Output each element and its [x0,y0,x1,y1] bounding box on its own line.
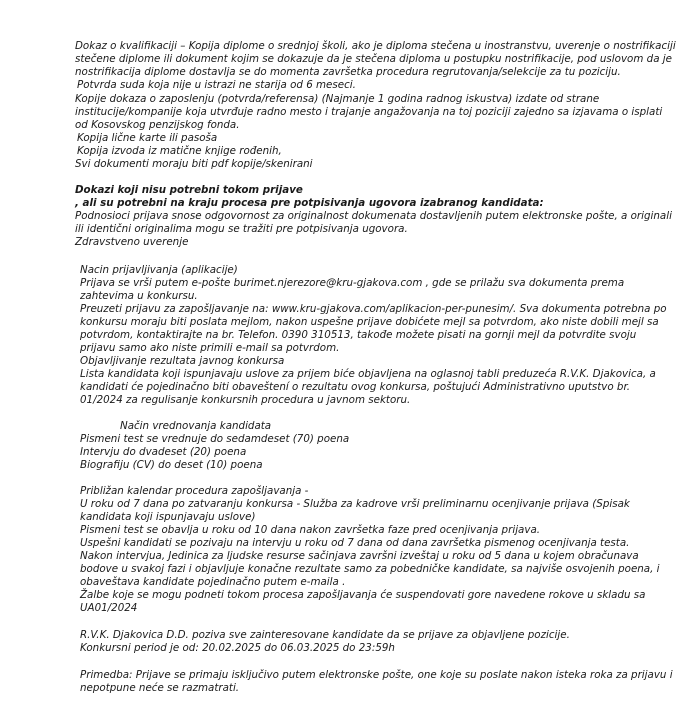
text-line: Dokazi koji nisu potrebni tokom prijave [75,184,303,196]
text-line: zahtevima u konkursu. [80,290,198,302]
text-line: prijavu samo ako niste primili e-mail sa potvrdom. [80,342,340,354]
text-line: Kopije dokaza o zaposlenju (potvrda/referensa) (Najmanje 1 godina radnog iskustva) izdate od strane [75,93,600,105]
text-line: potvrdom, kontaktirajte na br. Telefon. 0390 310513, takođe možete pisati na gornji mejl da potvrdite svoju [80,329,637,341]
text-line: Nakon intervjua, Jedinica za ljudske resurse sačinjava završni izveštaj u roku od 5 dana u kojem obračunava [80,550,639,562]
text-line: Uspešni kandidati se pozivaju na intervju u roku od 7 dana od dana završetka pismenog ocenjivanja testa. [80,537,630,549]
text-line: U roku od 7 dana po zatvaranju konkursa - Služba za kadrove vrši preliminarnu ocenjivanje prijava (Spisak [80,498,630,510]
text-line: Konkursni period je od: 20.02.2025 do 06.03.2025 do 23:59h [80,642,395,654]
text-line: konkursu moraju biti poslata mejlom, nakon uspešne prijave dobićete mejl sa potvrdom, ako niste dobili mejl sa [80,316,659,328]
text-line: Pismeni test se obavlja u roku od 10 dana nakon završetka faze pred ocenjivanja prijava. [80,524,541,536]
text-line: Podnosioci prijava snose odgovornost za originalnost dokumenata dostavljenih putem elektronske pošte, a originali [75,210,672,222]
text-line: Žalbe koje se mogu podneti tokom procesa zapošljavanja će suspendovati gore navedene rokove u skladu sa [80,589,646,601]
text-line: 01/2024 za regulisanje konkursnih procedura u javnom sektoru. [80,394,411,406]
text-line: Biografiju (CV) do deset (10) poena [80,459,263,471]
text-line: Intervju do dvadeset (20) poena [80,446,247,458]
text-line: kandidati će pojedinačno biti obaveštení o rezultatu ovog konkursa, poštujući Administrativno uputstvo br. [80,381,631,393]
text-line: Potvrda suda koja nije u istrazi ne starija od 6 meseci. [77,79,356,91]
text-line: Način vrednovanja kandidata [120,420,272,432]
text-line: Pismeni test se vrednuje do sedamdeset (70) poena [80,433,350,445]
text-line: Primedba: Prijave se primaju isključivo putem elektronske pošte, one koje su poslate nakon isteka roka za prijavu i [80,669,673,681]
text-line: UA01/2024 [80,602,138,614]
text-line: bodove u svakoj fazi i objavljuje konačne rezultate samo za pobedničke kandidate, sa najviše osvojenih poena, i [80,563,660,575]
text-line: Kopija izvoda iz matične knjige rođenih, [77,145,282,157]
text-line: nepotpune neće se razmatrati. [80,682,240,694]
text-line: Zdravstveno uverenje [75,236,189,248]
text-line: R.V.K. Djakovica D.D. poziva sve zainteresovane kandidate da se prijave za objavljene pozicije. [80,629,570,641]
text-line: Preuzeti prijavu za zapošljavanje na: www.kru-gjakova.com/aplikacion-per-punesim/. Sva dokumenta potrebna po [80,303,667,315]
text-line: kandidata koji ispunjavaju uslove) [80,511,256,523]
text-line: Objavljivanje rezultata javnog konkursa [80,355,285,367]
text-line: Kopija lične karte ili pasoša [77,132,218,144]
text-line: Približan kalendar procedura zapošljavanja - [80,485,309,497]
text-line: nostrifikacija diplome dostavlja se do momenta završetka procedura regrutovanja/selekcije za tu poziciju. [75,66,621,78]
text-line: ili identični originalima mogu se tražiti pre potpisivanja ugovora. [75,223,408,235]
text-line: , ali su potrebni na kraju procesa pre potpisivanja ugovora izabranog kandidata: [75,197,544,209]
text-line: Svi dokumenti moraju biti pdf kopije/skenirani [75,158,313,170]
text-line: institucije/kompanije koja utvrđuje radno mesto i trajanje angažovanja na toj poziciji zajedno sa izjavama o isplati [75,106,663,118]
text-line: Prijava se vrši putem e-pošte burimet.njerezore@kru-gjakova.com , gde se prilažu sva dokumenta prema [80,277,625,289]
text-line: Nacin prijavljivanja (aplikacije) [80,264,238,276]
text-line: Lista kandidata koji ispunjavaju uslove za prijem biće objavljena na oglasnoj tabli preduzeća R.V.K. Djakovica, a [80,368,656,380]
text-line: obaveštava kandidate pojedinačno putem e-maila . [80,576,346,588]
text-line: stečene diplome ili dokument kojim se dokazuje da je stečena diploma u postupku nostrifikacije, pod uslovom da je [75,53,672,65]
text-line: Dokaz o kvalifikaciji – Kopija diplome o srednjoj školi, ako je diploma stečena u inostranstvu, uverenje o nostrifikaciji [75,40,676,52]
text-line: od Kosovskog penzijskog fonda. [75,119,240,131]
